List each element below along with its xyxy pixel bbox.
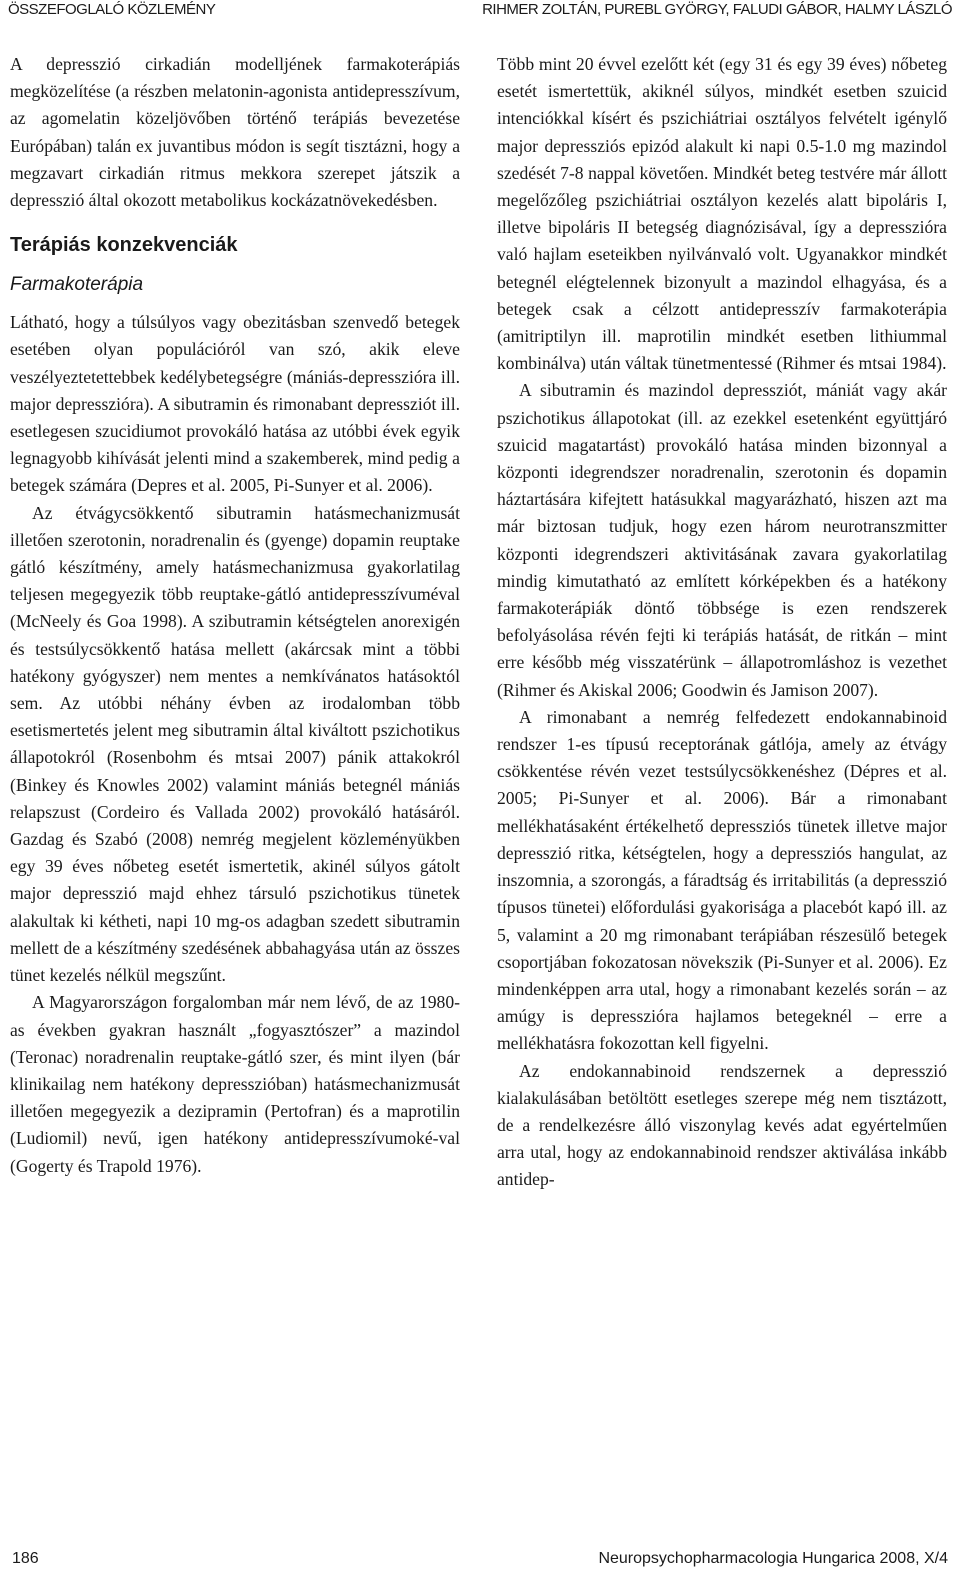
paragraph: A rimonabant a nemrég felfedezett endokannabinoid rendszer 1-es típusú receptorának gátlója, amely az étvágy csökkentése révén vezet testsúlycsökkenéshez (Dépres et al. 2005; Pi-Sunyer et al. 2006). Bár a rimonabant mellékhatásaként értékelhető depressziós tünetek illetve major depresszió ritka, kétségtelen, hogy a depressziós hangulat, az inszomnia, a szorongás, a fáradtság és irritabilitás (a depresszió típusos tünetei) előfordulási gyakorisága a placebót kapó ill. az 5, valamint a 20 mg rimonabant terápiában részesülő betegek csoportjában fokozatosan növekszik (Pi-Sunyer et al. 2006). Ez mindenképpen arra utal, hogy a rimonabant kezelés során – az amúgy is depresszióra hajlamos betegeknél – erre a mellékhatásra fokozottan kell figyelni.: [497, 706, 947, 1054]
paragraph: Az étvágycsökkentő sibutramin hatásmechanizmusát illetően szerotonin, noradrenalin és (gyenge) dopamin reuptake gátló készítmény, amely hatásmechanizmusa gyakorlatilag teljesen megegyezik több reuptake-gátló antidepresszívuméval (McNeely és Goa 1998). A szibutramin kétségtelen anorexigén és testsúlycsökkentő hatása mellett (akárcsak mint a többi hatékony gyógyszer) nem mentes a nemkívánatos hatásoktól sem. Az utóbbi néhány évben az irodalomban több esetismertetés jelent meg sibutramin által kiváltott pszichotikus állapotokról (Rosenbohm és mtsai 2007) pánik attakokról (Binkey és Knowles 2002) valamint mániás betegnél mániás relapszust (Cordeiro és Vallada 2002) provokáló hatásáról. Gazdag és Szabó (2008) nemrég megjelent közleményükben egy 39 éves nőbeteg esetét ismertetik, akinél súlyos gátolt major depresszió majd ehhez társuló pszichotikus tünetek alakultak ki kétheti, napi 10 mg-os adagban szedett sibutramin mellett de a készítmény szedésének abbahagyása után az összes tünet kezelés nélkül megszűnt.: [10, 502, 460, 986]
subsection-title: Farmakoterápia: [10, 274, 144, 296]
page-footer: [12, 1549, 948, 1569]
paragraph: A depresszió cirkadián modelljének farmakoterápiás megközelítése (a részben melatonin-agonista antidepresszívum, az agomelatin közeljövőben történő terápiás bevezetése Európában) talán ex juvantibus módon is segít tisztázni, hogy a megzavart cirkadián ritmus mekkora szerepet játszik a depresszió által okozott metabolikus kockázatnövekedésben.: [10, 54, 460, 211]
paragraph: Látható, hogy a túlsúlyos vagy obezitásban szenvedő betegek esetében olyan populációról van szó, akik eleve veszélyeztetettebbek kedélybetegségre (mániás-depresszióra ill. major depresszióra). A sibutramin és rimonabant depressziót ill. esetlegesen szucidiumot provokáló hatása az utóbbi évek egyik legnagyobb kihívását jelenti mind a szakemberek, mind pedig a betegek számára (Depres et al. 2005, Pi-Sunyer et al. 2006).: [10, 312, 460, 496]
paragraph: Több mint 20 évvel ezelőtt két (egy 31 és egy 39 éves) nőbeteg esetét ismertettük, akiknél súlyos, mindkét esetben szuicid intenciókkal kísért és pszichiátriai osztályos felvételt igénylő major depressziós epizód alakult ki napi 0.5-1.0 mg mazindol szedését 7-8 nappal követően. Mindkét beteg testvére már állott megelőzőleg pszichiátriai osztályon kezelés alatt bipoláris I, illetve bipoláris II betegség diagnózisával, így a depresszióra való hajlam eseteikben nyilvánvaló volt. Ugyanakkor mindkét betegnél elégtelennek bizonyult a mazindol elhagyása, és a betegek csak a célzott antidepresszív farmakoterápia (amitriptilyn ill. maprotilin mindkét esetben lithiummal kombinálva) után váltak tünetmentessé (Rihmer és mtsai 1984).: [497, 54, 947, 374]
right-column: [497, 51, 947, 1194]
paragraph: A sibutramin és mazindol depressziót, mániát vagy akár pszichotikus állapotokat (ill. az ezekkel esetenként együttjáró szuicid magatartást) provokáló hatása minden bizonnyal a központi idegrendszer noradrenalin, szerotonin és dopamin háztartására kifejtett hatásukkal magyarázható, hiszen azt ma már biztosan tudjuk, hogy ezen három neurotranszmitter központi idegrendszeri aktivitásának zavara gyakorlatilag mindig kimutatható az említett kórképekben és a hatékony farmakoterápiák döntő többsége is ezen rendszerek befolyásolása révén fejti ki terápiás hatását, de ritkán – mint erre később még visszatérünk – állapotromláshoz is vezethet (Rihmer és Akiskal 2006; Goodwin és Jamison 2007).: [497, 380, 947, 700]
article-type-label: ÖSSZEFOGLALÓ KÖZLEMÉNY: [8, 1, 216, 18]
paragraph: A Magyarországon forgalomban már nem lévő, de az 1980-as években gyakran használt „fogyasztószer” a mazindol (Teronac) noradrenalin reuptake-gátló szer, és mint ilyen (bár klinikailag nem hatékony depresszióban) hatásmechanizmusát illetően megegyezik a dezipramin (Pertofran) és a maprotilin (Ludiomil) nevű, igen hatékony antidepresszívumoké-val (Gogerty és Trapold 1976).: [10, 992, 460, 1176]
section-title: Terápiás konzekvenciák: [10, 234, 238, 257]
authors-label: RIHMER ZOLTÁN, PUREBL GYÖRGY, FALUDI GÁBOR, HALMY LÁSZLÓ: [482, 1, 952, 18]
left-column: [10, 51, 460, 1180]
running-header: [8, 0, 952, 30]
page-number: 186: [12, 1550, 39, 1567]
journal-citation: Neuropsychopharmacologia Hungarica 2008, X/4: [598, 1550, 948, 1567]
paragraph: Az endokannabinoid rendszernek a depresszió kialakulásában betöltött esetleges szerepe még nem tisztázott, de a rendelkezésre álló viszonylag kevés adat egyértelműen arra utal, hogy az endokannabinoid rendszer aktiválása inkább antidep-: [497, 1060, 947, 1190]
